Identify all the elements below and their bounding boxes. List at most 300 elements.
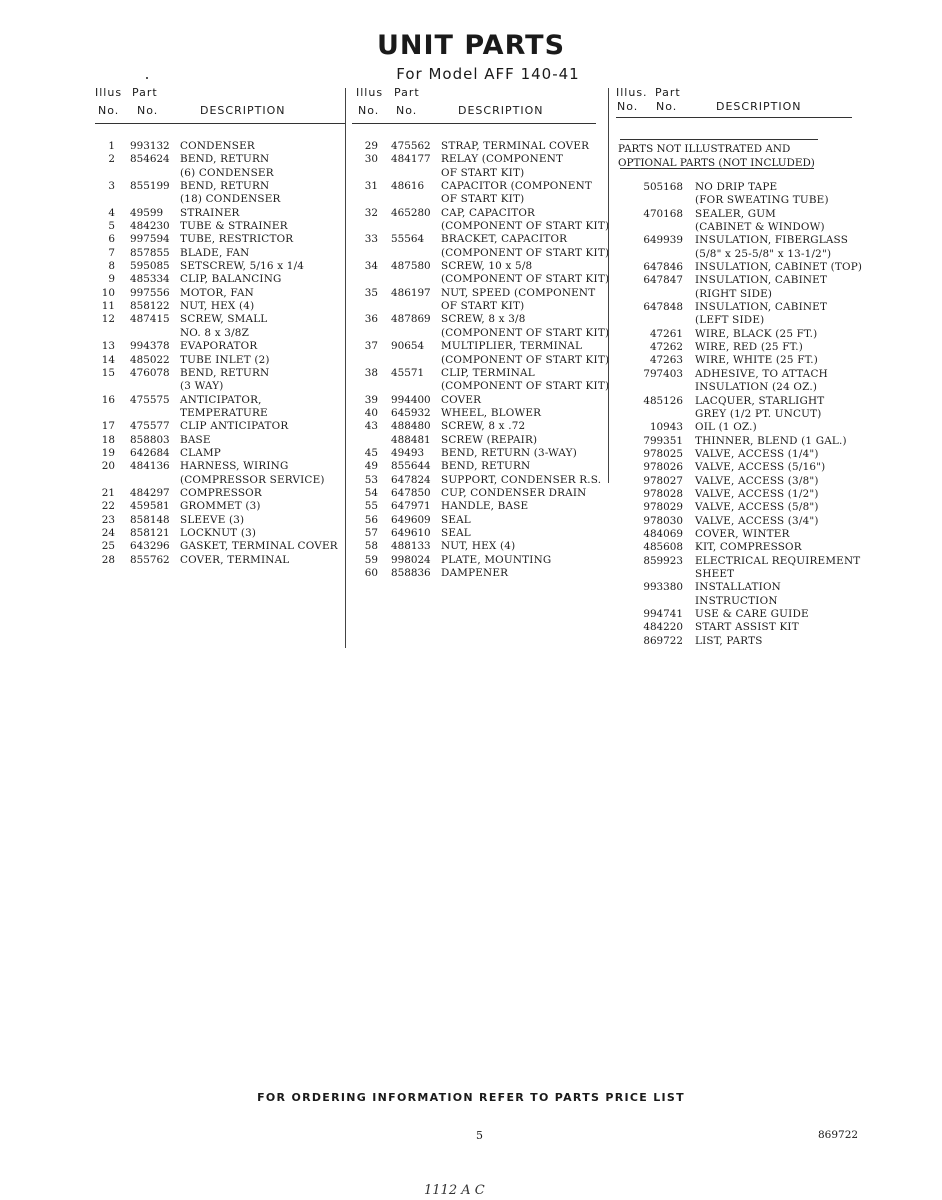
table-row xyxy=(95,367,350,380)
table-row xyxy=(95,260,350,273)
part-number: 595085 xyxy=(130,260,170,273)
not-illustrated-heading xyxy=(618,143,815,170)
part-description: SEALER, GUM xyxy=(695,207,777,220)
illus-number: 38 xyxy=(364,366,378,379)
table-row xyxy=(358,460,603,473)
part-description: GASKET, TERMINAL COVER xyxy=(180,540,338,553)
section-rule xyxy=(620,168,814,169)
part-description: BEND, RETURN xyxy=(180,153,270,166)
illus-no-label: No. xyxy=(358,104,380,117)
illus-number: 58 xyxy=(364,540,378,553)
part-description: LOCKNUT (3) xyxy=(180,526,257,539)
table-row xyxy=(618,328,863,341)
table-row xyxy=(358,273,610,286)
table-row xyxy=(358,353,610,367)
part-number: 485022 xyxy=(130,353,170,366)
illus-number: 34 xyxy=(364,260,378,273)
illus-number: 17 xyxy=(101,420,115,433)
table-row xyxy=(358,180,603,193)
table-row xyxy=(358,434,603,447)
table-row xyxy=(618,461,863,474)
table-row xyxy=(618,261,863,274)
part-description: HARNESS, WIRING xyxy=(180,460,289,473)
part-number: 649610 xyxy=(391,526,431,539)
part-description: (COMPONENT OF START KIT) xyxy=(441,380,610,393)
part-number: 993380 xyxy=(643,581,683,594)
part-number: 855199 xyxy=(130,180,170,193)
illus-number: 45 xyxy=(364,446,378,459)
table-row xyxy=(618,448,863,461)
part-number: 994741 xyxy=(643,608,683,620)
table-row xyxy=(95,420,350,433)
part-no-label: No. xyxy=(396,104,418,117)
table-row xyxy=(358,474,603,487)
table-row xyxy=(95,180,350,193)
table-row xyxy=(358,300,603,313)
part-description: LIST, PARTS xyxy=(695,634,763,647)
table-row xyxy=(618,528,863,541)
part-description: WHEEL, BLOWER xyxy=(441,406,542,419)
part-number: 470168 xyxy=(643,207,683,220)
illus-number: 56 xyxy=(364,513,378,526)
part-number: 459581 xyxy=(130,500,170,513)
part-description: INSULATION, CABINET xyxy=(695,274,828,287)
illus-label: Illus xyxy=(95,86,123,99)
illus-number: 5 xyxy=(108,220,115,233)
illus-number: 43 xyxy=(364,420,378,433)
table-row xyxy=(358,313,603,326)
illus-number: 29 xyxy=(364,140,378,152)
table-row xyxy=(358,394,603,407)
part-description: VALVE, ACCESS (3/4") xyxy=(695,514,819,527)
part-description: NUT, HEX (4) xyxy=(441,540,516,553)
part-description: NO. 8 x 3/8Z xyxy=(180,326,250,339)
description-label: DESCRIPTION xyxy=(716,100,802,113)
part-number: 978027 xyxy=(643,474,683,487)
part-no-label: No. xyxy=(656,100,678,113)
column-divider xyxy=(608,88,609,483)
part-description: SCREW, 8 x .72 xyxy=(441,420,526,433)
table-row xyxy=(95,554,350,567)
column-header xyxy=(356,86,606,124)
header-rule xyxy=(95,123,345,124)
table-row xyxy=(358,153,603,166)
part-description: ELECTRICAL REQUIREMENT xyxy=(695,554,861,567)
part-description: NUT, SPEED (COMPONENT xyxy=(441,286,596,299)
part-description: BEND, RETURN (3-WAY) xyxy=(441,446,577,459)
ordering-notice: FOR ORDERING INFORMATION REFER TO PARTS PRICE LIST xyxy=(257,1091,685,1104)
part-description: CLIP, TERMINAL xyxy=(441,366,535,379)
table-row xyxy=(358,407,603,420)
table-row xyxy=(358,326,610,340)
part-description: INSTRUCTION xyxy=(695,594,778,607)
illus-number: 14 xyxy=(101,353,115,366)
illus-number: 4 xyxy=(108,206,115,219)
part-number: 47262 xyxy=(649,341,683,354)
illus-number: 28 xyxy=(101,553,115,566)
part-description: (FOR SWEATING TUBE) xyxy=(695,194,829,207)
table-row xyxy=(618,475,863,488)
part-number: 978029 xyxy=(643,501,683,514)
part-description: BLADE, FAN xyxy=(180,246,250,259)
table-row xyxy=(95,380,350,393)
part-number: 484297 xyxy=(130,486,170,499)
part-description: INSULATION, FIBERGLASS xyxy=(695,234,849,247)
not-illustrated-line-1: PARTS NOT ILLUSTRATED AND xyxy=(618,143,791,155)
part-number: 643296 xyxy=(130,540,170,553)
table-row xyxy=(95,447,350,460)
handwritten-note: 1112 A C xyxy=(424,1183,485,1198)
part-number: 484177 xyxy=(391,153,431,166)
table-row xyxy=(618,288,863,301)
table-row xyxy=(95,207,350,220)
part-number: 799351 xyxy=(643,434,683,447)
part-number: 978026 xyxy=(643,461,683,474)
table-row xyxy=(618,435,863,448)
part-description: SCREW, 10 x 5/8 xyxy=(441,260,533,273)
part-description: CAPACITOR (COMPONENT xyxy=(441,180,592,193)
table-row xyxy=(618,515,863,528)
part-number: 484136 xyxy=(130,460,170,473)
part-description: BRACKET, CAPACITOR xyxy=(441,233,568,246)
illus-number: 21 xyxy=(101,486,115,499)
part-description: (3 WAY) xyxy=(180,380,224,393)
part-description: BEND, RETURN xyxy=(180,180,270,193)
table-row xyxy=(95,407,350,420)
part-number: 45571 xyxy=(391,366,425,379)
table-row xyxy=(358,246,610,260)
part-description: CLAMP xyxy=(180,446,221,459)
illus-number: 30 xyxy=(364,153,378,166)
part-description: SCREW, SMALL xyxy=(180,313,268,326)
part-description: COMPRESSOR xyxy=(180,486,262,499)
part-number: 857855 xyxy=(130,246,170,259)
part-number: 484230 xyxy=(130,220,170,233)
part-description: (COMPONENT OF START KIT) xyxy=(441,326,610,339)
part-number: 647848 xyxy=(643,301,683,314)
part-number: 645932 xyxy=(391,406,431,419)
parts-column-2 xyxy=(356,86,606,124)
part-description: OF START KIT) xyxy=(441,300,525,313)
table-row xyxy=(95,220,350,233)
part-description: BEND, RETURN xyxy=(180,366,270,379)
part-description: RELAY (COMPONENT xyxy=(441,153,564,166)
part-description: INSULATION, CABINET xyxy=(695,301,828,314)
part-description: (RIGHT SIDE) xyxy=(695,287,773,300)
illus-number: 40 xyxy=(364,406,378,419)
table-row xyxy=(618,381,863,394)
table-row xyxy=(358,193,603,206)
table-row xyxy=(358,567,603,580)
part-description: ADHESIVE, TO ATTACH xyxy=(695,367,828,380)
table-row xyxy=(618,488,863,501)
table-row xyxy=(358,500,603,513)
part-number: 488133 xyxy=(391,540,431,553)
part-number: 488481 xyxy=(391,433,431,446)
part-number: 998024 xyxy=(391,553,431,566)
table-row xyxy=(358,487,603,500)
part-description: OF START KIT) xyxy=(441,166,525,179)
part-description: VALVE, ACCESS (5/16") xyxy=(695,461,826,474)
part-number: 49493 xyxy=(391,446,425,459)
part-description: SCREW, 8 x 3/8 xyxy=(441,313,526,326)
illus-number: 18 xyxy=(101,433,115,446)
table-row xyxy=(95,247,350,260)
part-description: VALVE, ACCESS (3/8") xyxy=(695,474,819,487)
illus-number: 22 xyxy=(101,500,115,513)
table-row xyxy=(618,421,863,434)
part-description: (COMPONENT OF START KIT) xyxy=(441,353,610,366)
table-row xyxy=(95,500,350,513)
illus-number: 19 xyxy=(101,446,115,459)
table-row xyxy=(358,420,603,433)
part-description: CONDENSER xyxy=(180,140,255,152)
part-no-label: No. xyxy=(137,104,159,117)
page-title: UNIT PARTS xyxy=(376,30,566,61)
part-number: 858803 xyxy=(130,433,170,446)
part-description: WIRE, RED (25 FT.) xyxy=(695,341,803,354)
part-number: 642684 xyxy=(130,446,170,459)
part-description: USE & CARE GUIDE xyxy=(695,608,809,620)
part-number: 649609 xyxy=(391,513,431,526)
part-number: 858122 xyxy=(130,300,170,313)
part-description: COVER xyxy=(441,393,482,406)
illus-number: 37 xyxy=(364,340,378,353)
table-row xyxy=(618,555,863,568)
part-description: CUP, CONDENSER DRAIN xyxy=(441,486,587,499)
illus-number: 2 xyxy=(108,153,115,166)
part-number: 475562 xyxy=(391,140,431,152)
illus-number: 13 xyxy=(101,340,115,353)
part-description: SEAL xyxy=(441,526,471,539)
illus-number: 12 xyxy=(101,313,115,326)
part-number: 484069 xyxy=(643,527,683,540)
part-number: 978028 xyxy=(643,487,683,500)
part-label: Part xyxy=(132,86,158,99)
part-description: (COMPONENT OF START KIT) xyxy=(441,246,610,259)
illus-number: 49 xyxy=(364,460,378,473)
table-row xyxy=(358,207,603,220)
table-row xyxy=(618,541,863,554)
part-number: 49599 xyxy=(130,206,164,219)
part-description: WIRE, WHITE (25 FT.) xyxy=(695,354,819,367)
part-description: INSULATION, CABINET (TOP) xyxy=(695,261,863,274)
parts-list-1 xyxy=(95,140,350,567)
part-number: 505168 xyxy=(643,181,683,193)
part-description: SUPPORT, CONDENSER R.S. xyxy=(441,473,602,486)
table-row xyxy=(618,341,863,354)
not-illustrated-line-2: OPTIONAL PARTS (NOT INCLUDED) xyxy=(618,156,815,169)
column-header xyxy=(95,86,345,124)
part-description: (6) CONDENSER xyxy=(180,166,274,179)
part-description: GREY (1/2 PT. UNCUT) xyxy=(695,407,822,420)
illus-number: 25 xyxy=(101,540,115,553)
part-number: 649939 xyxy=(643,234,683,247)
part-number: 858148 xyxy=(130,513,170,526)
table-row xyxy=(95,474,350,487)
part-number: 465280 xyxy=(391,206,431,219)
table-row xyxy=(358,540,603,553)
table-row xyxy=(95,460,350,473)
part-description: (COMPRESSOR SERVICE) xyxy=(180,473,325,486)
part-number: 997594 xyxy=(130,233,170,246)
part-description: OIL (1 OZ.) xyxy=(695,421,757,434)
part-number: 485126 xyxy=(643,394,683,407)
illus-number: 55 xyxy=(364,500,378,513)
part-description: DAMPENER xyxy=(441,567,509,579)
illus-number: 31 xyxy=(364,180,378,193)
part-description: SEAL xyxy=(441,513,471,526)
illus-number: 32 xyxy=(364,206,378,219)
part-description: VALVE, ACCESS (5/8") xyxy=(695,501,819,514)
table-row xyxy=(358,233,603,246)
illus-number: 7 xyxy=(108,246,115,259)
part-description: CLIP ANTICIPATOR xyxy=(180,420,289,433)
table-row xyxy=(358,140,603,153)
illus-number: 1 xyxy=(108,140,115,152)
part-number: 10943 xyxy=(649,421,683,434)
header-rule xyxy=(352,123,596,124)
part-description: MULTIPLIER, TERMINAL xyxy=(441,340,583,353)
page-number: 5 xyxy=(476,1129,483,1142)
part-number: 485334 xyxy=(130,273,170,286)
part-number: 55564 xyxy=(391,233,425,246)
part-description: TUBE & STRAINER xyxy=(180,220,288,233)
description-label: DESCRIPTION xyxy=(200,104,286,117)
table-row xyxy=(358,514,603,527)
table-row xyxy=(618,608,863,621)
part-number: 486197 xyxy=(391,286,431,299)
part-description: INSULATION (24 OZ.) xyxy=(695,381,818,394)
part-description: WIRE, BLACK (25 FT.) xyxy=(695,327,818,340)
table-row xyxy=(618,274,863,287)
part-number: 994400 xyxy=(391,393,431,406)
part-number: 647824 xyxy=(391,473,431,486)
illus-number: 36 xyxy=(364,313,378,326)
illus-number: 16 xyxy=(101,393,115,406)
table-row xyxy=(618,395,863,408)
table-row xyxy=(95,313,350,326)
illus-number: 20 xyxy=(101,460,115,473)
illus-no-label: No. xyxy=(617,100,639,113)
illus-number: 6 xyxy=(108,233,115,246)
part-description: (CABINET & WINDOW) xyxy=(695,221,825,234)
part-number: 487580 xyxy=(391,260,431,273)
table-row xyxy=(358,367,603,380)
part-number: 858121 xyxy=(130,526,170,539)
part-number: 855762 xyxy=(130,553,170,566)
part-number: 859923 xyxy=(643,554,683,567)
illus-number: 11 xyxy=(101,300,115,313)
part-description: CLIP, BALANCING xyxy=(180,273,282,286)
part-description: (COMPONENT OF START KIT) xyxy=(441,220,610,233)
part-number: 647971 xyxy=(391,500,431,513)
table-row xyxy=(95,193,350,206)
part-number: 484220 xyxy=(643,621,683,634)
table-row xyxy=(95,287,350,300)
table-row xyxy=(358,554,603,567)
column-divider xyxy=(345,88,346,648)
table-row xyxy=(95,300,350,313)
part-description: THINNER, BLEND (1 GAL.) xyxy=(695,434,847,447)
part-description: NO DRIP TAPE xyxy=(695,181,778,193)
part-description: STRAINER xyxy=(180,206,240,219)
table-row xyxy=(358,167,603,180)
part-number: 997556 xyxy=(130,286,170,299)
part-number: 854624 xyxy=(130,153,170,166)
part-description: (5/8" x 25-5/8" x 13-1/2") xyxy=(695,247,832,260)
part-number: 994378 xyxy=(130,340,170,353)
part-description: GROMMET (3) xyxy=(180,500,261,513)
table-row xyxy=(618,181,863,194)
table-row xyxy=(95,514,350,527)
part-description: TEMPERATURE xyxy=(180,406,268,419)
illus-number: 60 xyxy=(364,567,378,579)
column-header xyxy=(616,86,856,124)
document-number: 869722 xyxy=(818,1129,859,1141)
part-number: 797403 xyxy=(643,367,683,380)
table-row xyxy=(358,220,610,233)
part-description: INSTALLATION xyxy=(695,581,781,594)
illus-label: Illus xyxy=(356,86,384,99)
part-description: VALVE, ACCESS (1/4") xyxy=(695,447,819,460)
part-description: NUT, HEX (4) xyxy=(180,300,255,313)
part-number: 47261 xyxy=(649,327,683,340)
part-number: 647850 xyxy=(391,486,431,499)
table-row xyxy=(618,581,863,594)
illus-number: 3 xyxy=(108,180,115,193)
part-description: TUBE INLET (2) xyxy=(180,353,270,366)
table-row xyxy=(618,301,863,314)
part-description: START ASSIST KIT xyxy=(695,621,799,634)
part-description: (LEFT SIDE) xyxy=(695,314,765,327)
illus-number: 57 xyxy=(364,526,378,539)
table-row xyxy=(618,314,863,327)
description-label: DESCRIPTION xyxy=(458,104,544,117)
parts-list-2 xyxy=(358,140,610,580)
part-description: EVAPORATOR xyxy=(180,340,258,353)
section-rule xyxy=(620,139,818,140)
part-number: 475577 xyxy=(130,420,170,433)
illus-number: 8 xyxy=(108,260,115,273)
table-row xyxy=(95,487,350,500)
part-number: 90654 xyxy=(391,340,425,353)
illus-no-label: No. xyxy=(98,104,120,117)
table-row xyxy=(358,380,610,393)
table-row xyxy=(95,153,350,166)
part-number: 48616 xyxy=(391,180,425,193)
part-description: SHEET xyxy=(695,567,735,580)
part-description: HANDLE, BASE xyxy=(441,500,529,513)
part-number: 647847 xyxy=(643,274,683,287)
part-number: 485608 xyxy=(643,541,683,554)
part-description: SCREW (REPAIR) xyxy=(441,433,538,446)
part-number: 487869 xyxy=(391,313,431,326)
parts-column-3 xyxy=(616,86,856,124)
model-subtitle: For Model AFF 140-41 xyxy=(396,65,580,83)
illus-number: 54 xyxy=(364,486,378,499)
part-description: BASE xyxy=(180,433,211,446)
part-number: 476078 xyxy=(130,366,170,379)
table-row xyxy=(618,568,863,581)
table-row xyxy=(618,621,863,634)
part-description: COVER, WINTER xyxy=(695,527,790,540)
table-row xyxy=(95,354,350,367)
table-row xyxy=(358,287,603,300)
illus-number: 35 xyxy=(364,286,378,299)
part-description: MOTOR, FAN xyxy=(180,286,254,299)
part-description: PLATE, MOUNTING xyxy=(441,553,552,566)
